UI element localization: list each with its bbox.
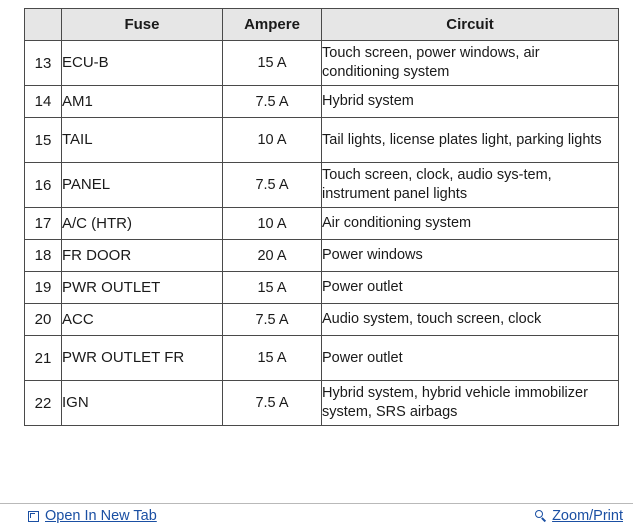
- cell-number: 17: [25, 208, 62, 240]
- cell-number: 20: [25, 304, 62, 336]
- open-in-new-tab-label: Open In New Tab: [45, 508, 157, 524]
- cell-number: 19: [25, 272, 62, 304]
- cell-circuit: Tail lights, license plates light, parking lights: [322, 118, 619, 163]
- cell-ampere: 15 A: [223, 41, 322, 86]
- cell-fuse: FR DOOR: [62, 240, 223, 272]
- table-row: [25, 381, 619, 426]
- fuse-table: [24, 8, 619, 426]
- cell-circuit: Power outlet: [322, 272, 619, 304]
- table-row: [25, 86, 619, 118]
- cell-ampere: 7.5 A: [223, 381, 322, 426]
- cell-fuse: PWR OUTLET FR: [62, 336, 223, 381]
- open-in-new-tab-link[interactable]: [28, 508, 157, 524]
- cell-fuse: PANEL: [62, 163, 223, 208]
- cell-ampere: 20 A: [223, 240, 322, 272]
- cell-circuit: Touch screen, power windows, air conditioning system: [322, 41, 619, 86]
- cell-ampere: 15 A: [223, 272, 322, 304]
- cell-ampere: 10 A: [223, 208, 322, 240]
- cell-number: 16: [25, 163, 62, 208]
- table-header-row: [25, 9, 619, 41]
- cell-ampere: 7.5 A: [223, 86, 322, 118]
- cell-number: 21: [25, 336, 62, 381]
- zoom-print-label: Zoom/Print: [552, 508, 623, 524]
- table-row: [25, 304, 619, 336]
- table-row: [25, 240, 619, 272]
- cell-circuit: Power windows: [322, 240, 619, 272]
- table-row: [25, 208, 619, 240]
- cell-ampere: 15 A: [223, 336, 322, 381]
- table-header: [25, 9, 619, 41]
- cell-number: 13: [25, 41, 62, 86]
- cell-fuse: AM1: [62, 86, 223, 118]
- cell-number: 22: [25, 381, 62, 426]
- cell-fuse: ECU-B: [62, 41, 223, 86]
- cell-number: 14: [25, 86, 62, 118]
- column-header-fuse: Fuse: [62, 9, 223, 41]
- cell-circuit: Hybrid system: [322, 86, 619, 118]
- cell-fuse: TAIL: [62, 118, 223, 163]
- table-row: [25, 272, 619, 304]
- table-row: [25, 118, 619, 163]
- table-body: [25, 41, 619, 426]
- cell-number: 15: [25, 118, 62, 163]
- cell-fuse: ACC: [62, 304, 223, 336]
- column-header-circuit: Circuit: [322, 9, 619, 41]
- cell-ampere: 7.5 A: [223, 163, 322, 208]
- column-header-ampere: Ampere: [223, 9, 322, 41]
- table-row: [25, 163, 619, 208]
- zoom-print-link[interactable]: [535, 508, 623, 524]
- fuse-table-container: [24, 8, 616, 426]
- cell-fuse: PWR OUTLET: [62, 272, 223, 304]
- cell-circuit: Audio system, touch screen, clock: [322, 304, 619, 336]
- magnifier-icon: [535, 510, 547, 522]
- table-row: [25, 41, 619, 86]
- cell-circuit: Touch screen, clock, audio sys-tem, instrument panel lights: [322, 163, 619, 208]
- table-row: [25, 336, 619, 381]
- cell-fuse: IGN: [62, 381, 223, 426]
- column-header-number: [25, 9, 62, 41]
- cell-circuit: Air conditioning system: [322, 208, 619, 240]
- cell-ampere: 7.5 A: [223, 304, 322, 336]
- new-tab-icon: [28, 511, 39, 522]
- cell-ampere: 10 A: [223, 118, 322, 163]
- cell-circuit: Power outlet: [322, 336, 619, 381]
- cell-number: 18: [25, 240, 62, 272]
- footer-bar: [0, 504, 633, 529]
- cell-circuit: Hybrid system, hybrid vehicle immobilizer system, SRS airbags: [322, 381, 619, 426]
- cell-fuse: A/C (HTR): [62, 208, 223, 240]
